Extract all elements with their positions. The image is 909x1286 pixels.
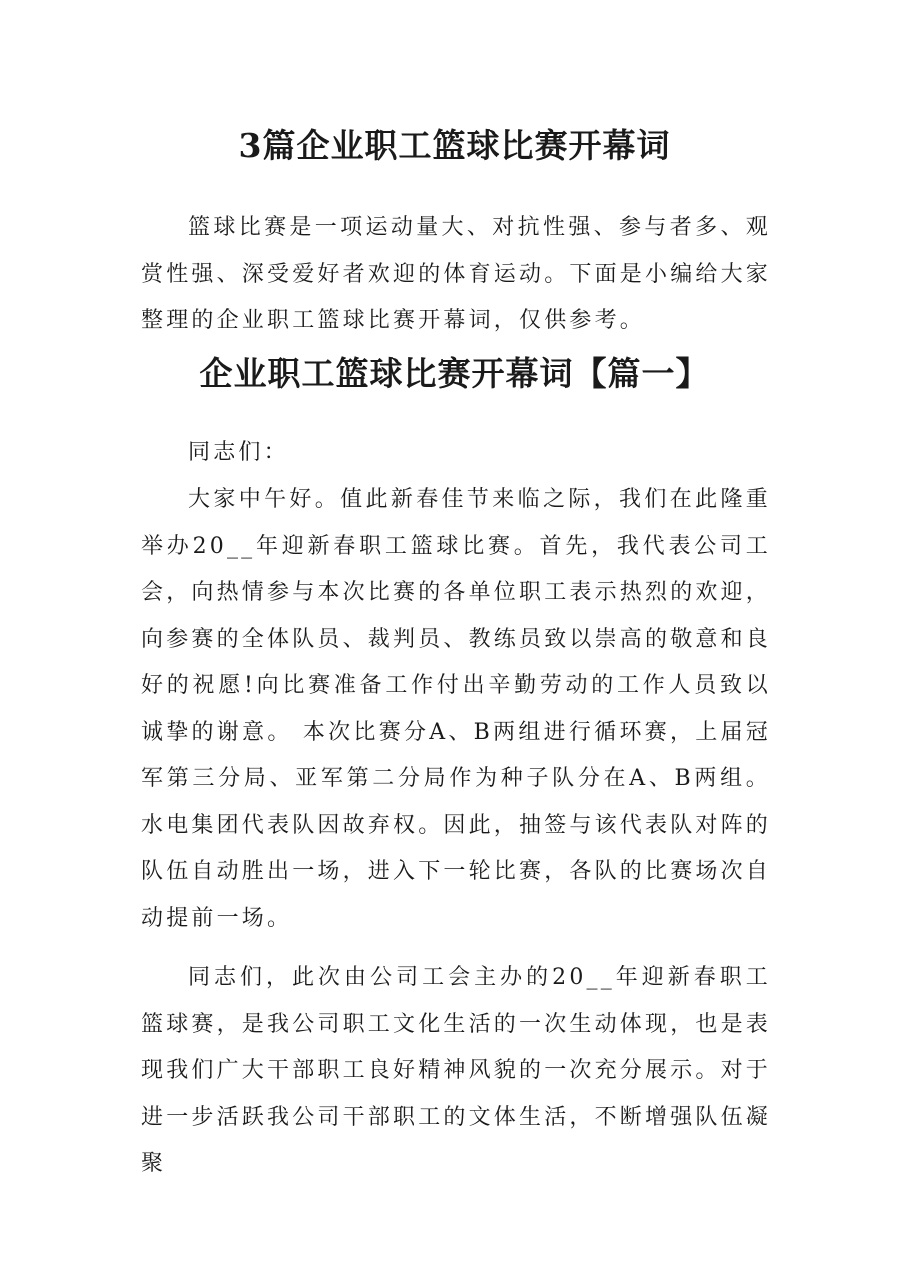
salutation: 同志们： xyxy=(188,440,289,465)
intro-paragraph: 篮球比赛是一项运动量大、对抗性强、参与者多、观赏性强、深受爱好者欢迎的体育运动。下面是小编给大家整理的企业职工篮球比赛开幕词，仅供参考。 xyxy=(141,215,772,333)
section-title: 企业职工篮球比赛开幕词【篇一】 xyxy=(199,354,710,393)
body-paragraph-2: 同志们，此次由公司工会主办的20__年迎新春职工篮球赛，是我公司职工文化生活的一次生动体现，也是表现我们广大干部职工良好精神风貌的一次充分展示。对于进一步活跃我公司干部职工的文体生活，不断增强队伍凝聚 xyxy=(141,965,772,1176)
body-paragraph-1: 大家中午好。值此新春佳节来临之际，我们在此隆重举办20__年迎新春职工篮球比赛。首先，我代表公司工会，向热情参与本次比赛的各单位职工表示热烈的欢迎，向参赛的全体队员、裁判员、教练员致以崇高的敬意和良好的祝愿!向比赛准备工作付出辛勤劳动的工作人员致以诚挚的谢意。 本次比赛分A、B两组进行循环赛，上届冠军第三分局、亚军第二分局作为种子队分在A、B两组。水电集团代表队因故弃权。因此，抽签与该代表队对阵的队伍自动胜出一场，进入下一轮比赛，各队的比赛场次自动提前一场。 xyxy=(141,487,772,931)
document-title: 3篇企业职工篮球比赛开幕词 xyxy=(238,126,671,165)
